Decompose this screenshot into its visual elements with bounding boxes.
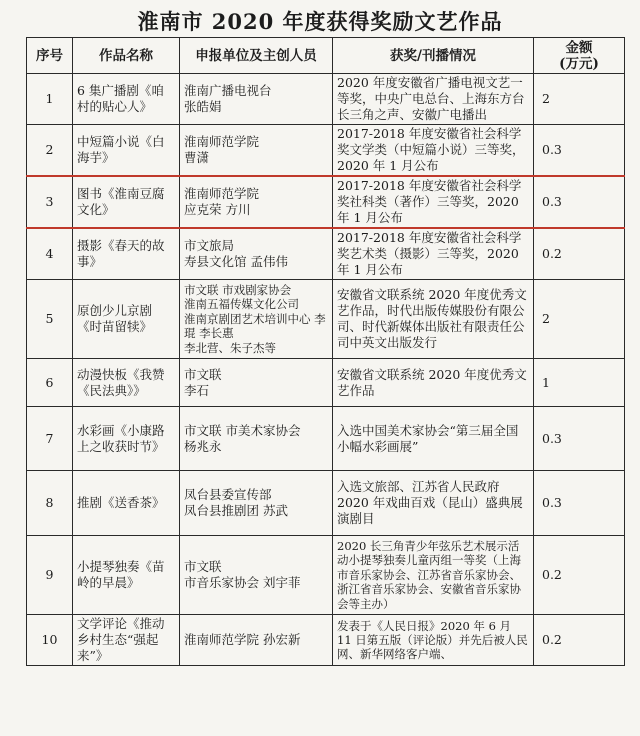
cell-amount: 0.2 <box>534 615 625 666</box>
cell-unit: 市文联 市音乐家协会 刘宇菲 <box>180 536 333 615</box>
table-row <box>27 228 625 280</box>
cell-unit: 凤台县委宣传部 凤台县推剧团 苏武 <box>180 471 333 536</box>
cell-unit: 淮南师范学院 孙宏新 <box>180 615 333 666</box>
awards-table <box>26 37 625 666</box>
cell-amount: 0.3 <box>534 125 625 177</box>
table-row <box>27 125 625 177</box>
cell-amount: 0.3 <box>534 407 625 471</box>
header-award: 获奖/刊播情况 <box>333 38 534 74</box>
cell-name: 动漫快板《我赞《民法典》》 <box>73 359 180 407</box>
cell-award: 2020 年度安徽省广播电视文艺一等奖，中央广电总台、上海东方台长三角之声、安徽广电播出 <box>333 74 534 125</box>
cell-name: 摄影《春天的故事》 <box>73 228 180 280</box>
cell-name: 中短篇小说《白海芋》 <box>73 125 180 177</box>
cell-name: 原创少儿京剧《时苗留犊》 <box>73 280 180 359</box>
cell-name: 6 集广播剧《咱村的贴心人》 <box>73 74 180 125</box>
cell-no: 7 <box>27 407 73 471</box>
cell-award: 2017-2018 年度安徽省社会科学奖社科类（著作）三等奖，2020 年 1 月公布 <box>333 176 534 228</box>
cell-name: 文学评论《推动乡村生态“强起来”》 <box>73 615 180 666</box>
table-header-row <box>27 38 625 74</box>
table-row <box>27 615 625 666</box>
cell-amount: 0.3 <box>534 471 625 536</box>
cell-no: 6 <box>27 359 73 407</box>
cell-award: 发表于《人民日报》2020 年 6 月 11 日第五版（评论版）并先后被人民网、新华网络客户端、 <box>333 615 534 666</box>
table-row <box>27 536 625 615</box>
table-row <box>27 280 625 359</box>
cell-award: 安徽省文联系统 2020 年度优秀文艺作品 <box>333 359 534 407</box>
cell-name: 推剧《送香茶》 <box>73 471 180 536</box>
table-row <box>27 471 625 536</box>
cell-amount: 0.3 <box>534 176 625 228</box>
cell-no: 5 <box>27 280 73 359</box>
cell-unit: 淮南师范学院 应克荣 方川 <box>180 176 333 228</box>
cell-amount: 1 <box>534 359 625 407</box>
table-row <box>27 407 625 471</box>
cell-unit: 市文联 市戏剧家协会 淮南五福传媒文化公司 淮南京剧团艺术培训中心 李琨 李长惠 李北营、朱子杰等 <box>180 280 333 359</box>
page-title: 淮南市 2020 年度获得奖励文艺作品 <box>137 9 503 34</box>
cell-no: 1 <box>27 74 73 125</box>
cell-no: 9 <box>27 536 73 615</box>
header-unit: 申报单位及主创人员 <box>180 38 333 74</box>
cell-unit: 市文联 市美术家协会 杨兆永 <box>180 407 333 471</box>
cell-amount: 0.2 <box>534 228 625 280</box>
cell-award: 2017-2018 年度安徽省社会科学奖艺术类（摄影）三等奖，2020 年 1 月公布 <box>333 228 534 280</box>
table-row <box>27 176 625 228</box>
cell-unit: 淮南师范学院 曹潇 <box>180 125 333 177</box>
cell-award: 入选文旅部、江苏省人民政府 2020 年戏曲百戏（昆山）盛典展演剧目 <box>333 471 534 536</box>
cell-no: 10 <box>27 615 73 666</box>
cell-no: 2 <box>27 125 73 177</box>
header-amount: 金额 (万元) <box>534 38 625 74</box>
cell-unit: 市文联 李石 <box>180 359 333 407</box>
header-name: 作品名称 <box>73 38 180 74</box>
cell-no: 8 <box>27 471 73 536</box>
cell-no: 4 <box>27 228 73 280</box>
cell-award: 2020 长三角青少年弦乐艺术展示活动小提琴独奏儿童丙组一等奖（上海市音乐家协会、江苏省音乐家协会、浙江省音乐家协会、安徽省音乐家协会等主办） <box>333 536 534 615</box>
cell-award: 2017-2018 年度安徽省社会科学奖文学类（中短篇小说）三等奖，2020 年 1 月公布 <box>333 125 534 177</box>
cell-name: 图书《淮南豆腐文化》 <box>73 176 180 228</box>
cell-no: 3 <box>27 176 73 228</box>
cell-unit: 淮南广播电视台 张皓娟 <box>180 74 333 125</box>
cell-name: 水彩画《小康路上之收获时节》 <box>73 407 180 471</box>
table-row <box>27 359 625 407</box>
cell-unit: 市文旅局 寿县文化馆 孟伟伟 <box>180 228 333 280</box>
cell-amount: 2 <box>534 74 625 125</box>
cell-award: 安徽省文联系统 2020 年度优秀文艺作品，时代出版传媒股份有限公司、时代新媒体出版社有限责任公司中英文出版发行 <box>333 280 534 359</box>
cell-amount: 2 <box>534 280 625 359</box>
cell-name: 小提琴独奏《苗岭的早晨》 <box>73 536 180 615</box>
table-row <box>27 74 625 125</box>
cell-award: 入选中国美术家协会“第三届全国小幅水彩画展” <box>333 407 534 471</box>
cell-amount: 0.2 <box>534 536 625 615</box>
header-no: 序号 <box>27 38 73 74</box>
